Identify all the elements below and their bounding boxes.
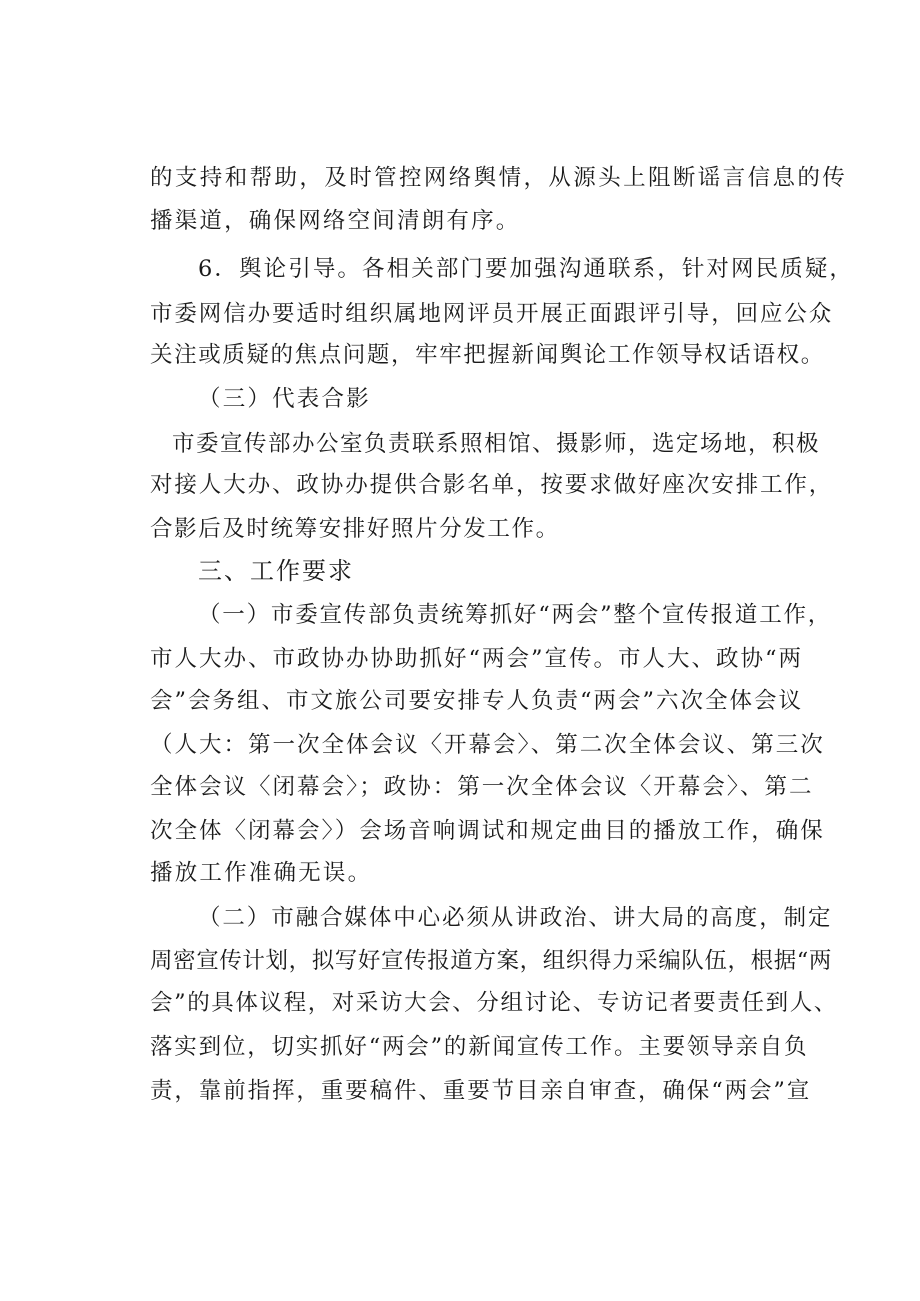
paragraph-line: 市委网信办要适时组织属地网评员开展正面跟评引导，回应公众 bbox=[150, 301, 834, 327]
paragraph-line: 6．舆论引导。各相关部门要加强沟通联系，针对网民质疑， bbox=[198, 256, 855, 282]
paragraph-line: 会”会务组、市文旅公司要安排专人负责“两会”六次全体会议 bbox=[150, 688, 804, 714]
paragraph-line: （一）市委宣传部负责统筹抓好“两会”整个宣传报道工作， bbox=[198, 602, 833, 628]
section-heading: 三、工作要求 bbox=[198, 557, 354, 585]
paragraph-line: 播渠道，确保网络空间清朗有序。 bbox=[150, 208, 521, 234]
paragraph-line: 会”的具体议程，对采访大会、分组讨论、专访记者要责任到人、 bbox=[150, 990, 838, 1016]
paragraph-line: 播放工作准确无误。 bbox=[150, 860, 373, 886]
paragraph-line: 市人大办、市政协办协助抓好“两会”宣传。市人大、政协“两 bbox=[150, 646, 804, 672]
paragraph-line: （二）市融合媒体中心必须从讲政治、讲大局的高度，制定 bbox=[198, 905, 833, 931]
paragraph-line: 合影后及时统筹安排好照片分发工作。 bbox=[150, 516, 560, 542]
paragraph-line: 的支持和帮助，及时管控网络舆情，从源头上阻断谣言信息的传 bbox=[150, 165, 848, 191]
paragraph-line: 市委宣传部办公室负责联系照相馆、摄影师，选定场地，积极 bbox=[172, 431, 821, 457]
paragraph-line: （人大：第一次全体会议〈开幕会〉、第二次全体会议、第三次 bbox=[150, 732, 825, 758]
paragraph-line: 关注或质疑的焦点问题，牢牢把握新闻舆论工作领导权话语权。 bbox=[150, 342, 825, 368]
paragraph-line: 次全体〈闭幕会〉）会场音响调试和规定曲目的播放工作，确保 bbox=[150, 818, 825, 844]
paragraph-line: 责，靠前指挥，重要稿件、重要节目亲自审查，确保“两会”宣 bbox=[150, 1078, 812, 1104]
paragraph-line: 落实到位，切实抓好“两会”的新闻宣传工作。主要领导亲自负 bbox=[150, 1034, 809, 1060]
paragraph-line: 全体会议〈闭幕会〉；政协：第一次全体会议〈开幕会〉、第二 bbox=[150, 774, 814, 800]
paragraph-line: 对接人大办、政协办提供合影名单，按要求做好座次安排工作， bbox=[150, 472, 834, 498]
section-subheading: （三）代表合影 bbox=[198, 386, 371, 412]
paragraph-line: 周密宣传计划，拟写好宣传报道方案，组织得力采编队伍，根据“两 bbox=[150, 948, 833, 974]
